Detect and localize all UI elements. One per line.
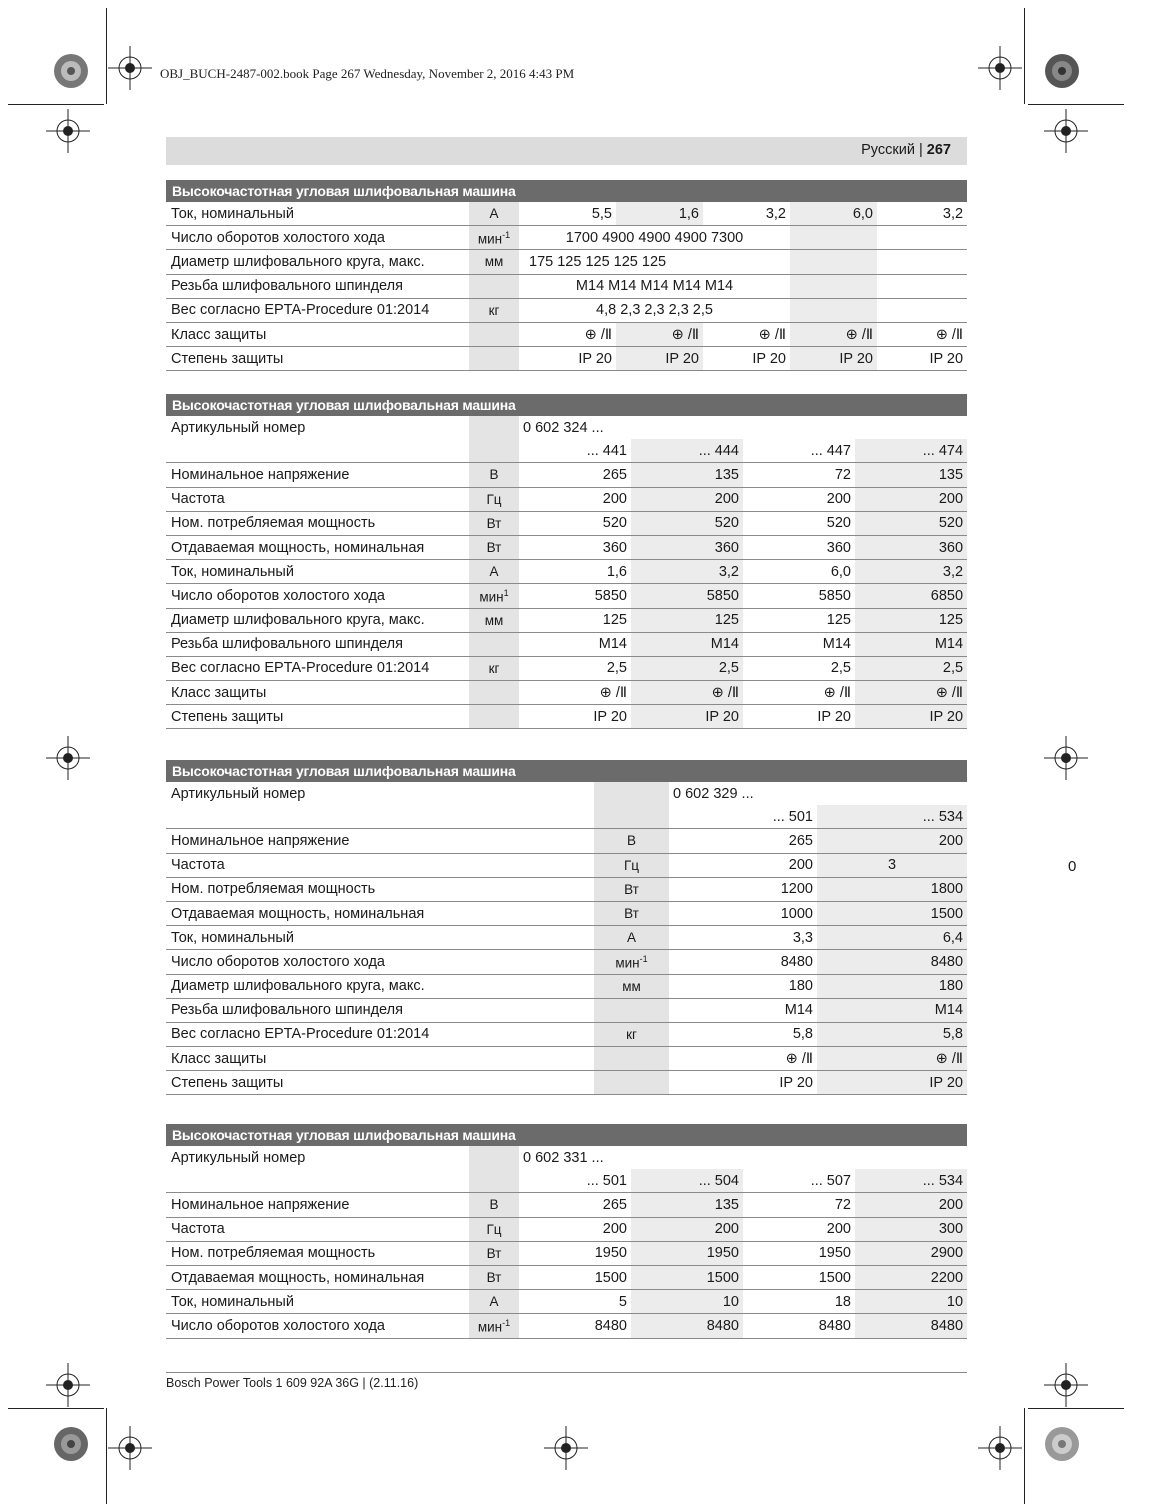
cell-value: 2,5 xyxy=(631,656,743,680)
cell-value: 180 xyxy=(817,974,967,998)
spec-table-1 xyxy=(166,180,967,371)
table-row xyxy=(166,681,967,705)
cell-value: 200 xyxy=(855,487,967,511)
row-label: Ном. потребляемая мощность xyxy=(166,1241,469,1265)
cell-value: 200 xyxy=(743,1217,855,1241)
model-number: ... 444 xyxy=(631,439,743,463)
cell-value: 5850 xyxy=(743,584,855,608)
row-unit: Гц xyxy=(469,1217,519,1241)
table-row xyxy=(166,1265,967,1289)
spec-table-3 xyxy=(166,760,967,1095)
cell-value: 5 xyxy=(519,1290,631,1314)
cell-value: 360 xyxy=(743,535,855,559)
cell-value: 520 xyxy=(855,511,967,535)
cell-value: 1500 xyxy=(817,901,967,925)
cell-value: 72 xyxy=(743,1193,855,1217)
spec-table-2 xyxy=(166,394,967,729)
row-label: Число оборотов холостого хода xyxy=(166,584,469,608)
row-label: Резьба шлифовального шпинделя xyxy=(166,632,469,656)
cell-value: 200 xyxy=(855,1193,967,1217)
row-unit: кг xyxy=(469,298,519,322)
cell-value: IP 20 xyxy=(519,347,616,371)
cell-value: 200 xyxy=(743,487,855,511)
cell-value: 5850 xyxy=(631,584,743,608)
article-prefix: 0 602 329 ... xyxy=(673,785,754,802)
page-number: 267 xyxy=(926,142,951,158)
table-row xyxy=(166,535,967,559)
row-label: Вес согласно EPTA-Procedure 01:2014 xyxy=(166,1022,594,1046)
table-title: Высокочастотная угловая шлифовальная машина xyxy=(166,760,967,782)
registration-mark-icon xyxy=(1044,109,1088,153)
registration-mark-icon xyxy=(108,46,152,90)
cell-value: 520 xyxy=(631,511,743,535)
cell-value: 1200 xyxy=(669,877,817,901)
model-number: ... 474 xyxy=(855,439,967,463)
cell-value: IP 20 xyxy=(631,705,743,729)
cell-value: M14 xyxy=(669,998,817,1022)
row-label: Резьба шлифовального шпинделя xyxy=(166,274,469,298)
protection-class-icon: ⊕ /Ⅱ xyxy=(669,1047,817,1071)
cell-value: IP 20 xyxy=(877,347,967,371)
row-unit: кг xyxy=(469,656,519,680)
cell-value: 1000 xyxy=(669,901,817,925)
table-row xyxy=(166,853,967,877)
table-row xyxy=(166,805,967,829)
table-row xyxy=(166,202,967,226)
cell-value: 8480 xyxy=(631,1314,743,1338)
row-label: Степень защиты xyxy=(166,705,469,729)
cell-value: 3 xyxy=(817,853,967,877)
table-title: Высокочастотная угловая шлифовальная машина xyxy=(166,394,967,416)
row-label: Вес согласно EPTA-Procedure 01:2014 xyxy=(166,656,469,680)
protection-class-icon: ⊕ /Ⅱ xyxy=(877,322,967,346)
row-label: Частота xyxy=(166,1217,469,1241)
table-row xyxy=(166,463,967,487)
row-unit: В xyxy=(594,829,669,853)
table-row xyxy=(166,608,967,632)
article-prefix: 0 602 324 ... xyxy=(523,419,604,436)
table-title: Высокочастотная угловая шлифовальная машина xyxy=(166,1124,967,1146)
table-row xyxy=(166,998,967,1022)
row-unit: В xyxy=(469,1193,519,1217)
row-label: Артикульный номер xyxy=(171,419,306,436)
cell-value: 265 xyxy=(519,1193,631,1217)
cell-value: 3,2 xyxy=(877,202,967,226)
cell-value: 5,5 xyxy=(519,202,616,226)
row-label: Ток, номинальный xyxy=(166,1290,469,1314)
model-number: ... 501 xyxy=(519,1169,631,1193)
language-header-bar xyxy=(166,137,967,165)
cell-value: 360 xyxy=(519,535,631,559)
cell-value: 2,5 xyxy=(855,656,967,680)
row-unit: А xyxy=(469,1290,519,1314)
stray-mark: 0 xyxy=(1068,858,1077,875)
cell-value: 135 xyxy=(631,1193,743,1217)
table-row xyxy=(166,511,967,535)
protection-class-icon: ⊕ /Ⅱ xyxy=(519,681,631,705)
row-label: Отдаваемая мощность, номинальная xyxy=(166,535,469,559)
cell-value: 2900 xyxy=(855,1241,967,1265)
registration-mark-icon xyxy=(46,1363,90,1407)
header-separator: | xyxy=(918,142,923,158)
cell-value: 1950 xyxy=(743,1241,855,1265)
table-row xyxy=(166,1314,967,1338)
cell-value: IP 20 xyxy=(743,705,855,729)
row-unit: мм xyxy=(469,250,519,274)
cell-value: M14 xyxy=(817,998,967,1022)
row-unit: мм xyxy=(469,608,519,632)
row-unit: Вт xyxy=(594,901,669,925)
cell-value: 8480 xyxy=(817,950,967,974)
cell-value: IP 20 xyxy=(855,705,967,729)
cell-value: IP 20 xyxy=(616,347,703,371)
table-row xyxy=(166,274,967,298)
color-dial-icon xyxy=(53,1426,89,1462)
cell-value: 6850 xyxy=(855,584,967,608)
protection-class-icon: ⊕ /Ⅱ xyxy=(817,1047,967,1071)
cell-value: M14 xyxy=(519,632,631,656)
cell-value: 125 xyxy=(631,608,743,632)
cell-value: 125 xyxy=(519,608,631,632)
row-unit: В xyxy=(469,463,519,487)
row-unit: мин$^{-1}$ xyxy=(469,226,519,250)
color-dial-icon xyxy=(53,53,89,89)
row-unit: А xyxy=(469,202,519,226)
cell-value: 180 xyxy=(669,974,817,998)
registration-mark-icon xyxy=(1044,736,1088,780)
cell-value: M14 xyxy=(631,632,743,656)
row-label: Степень защиты xyxy=(166,1071,594,1095)
table-row xyxy=(166,877,967,901)
row-unit: мин$^1$ xyxy=(469,584,519,608)
registration-mark-icon xyxy=(46,109,90,153)
table-row xyxy=(166,1022,967,1046)
cell-value: 1500 xyxy=(743,1265,855,1289)
protection-class-icon: ⊕ /Ⅱ xyxy=(790,322,877,346)
cell-value: 8480 xyxy=(743,1314,855,1338)
protection-class-icon: ⊕ /Ⅱ xyxy=(616,322,703,346)
cell-value: 2,5 xyxy=(743,656,855,680)
table-row xyxy=(166,298,967,322)
model-number: ... 507 xyxy=(743,1169,855,1193)
cell-value: 520 xyxy=(519,511,631,535)
row-label: Число оборотов холостого хода xyxy=(166,950,594,974)
footer-rule xyxy=(166,1372,967,1373)
cell-value: 18 xyxy=(743,1290,855,1314)
protection-class-icon: ⊕ /Ⅱ xyxy=(519,322,616,346)
table-row xyxy=(166,226,967,250)
row-label: Класс защиты xyxy=(166,322,469,346)
cell-value: 1500 xyxy=(631,1265,743,1289)
row-unit: мин$^{-1}$ xyxy=(469,1314,519,1338)
cell-value: 300 xyxy=(855,1217,967,1241)
table-row xyxy=(166,782,967,805)
table-row xyxy=(166,1193,967,1217)
table-row xyxy=(166,1217,967,1241)
cell-value: 5,8 xyxy=(669,1022,817,1046)
cell-value: 8480 xyxy=(519,1314,631,1338)
color-dial-icon xyxy=(1044,1426,1080,1462)
cell-value: 72 xyxy=(743,463,855,487)
cell-value: 2,5 xyxy=(519,656,631,680)
cell-value: 2200 xyxy=(855,1265,967,1289)
cell-value: 3,2 xyxy=(703,202,790,226)
registration-mark-icon xyxy=(544,1426,588,1470)
row-label: Номинальное напряжение xyxy=(166,1193,469,1217)
table-row xyxy=(166,656,967,680)
table-row xyxy=(166,974,967,998)
row-unit: кг xyxy=(594,1022,669,1046)
row-label: Отдаваемая мощность, номинальная xyxy=(166,1265,469,1289)
cell-value: 265 xyxy=(669,829,817,853)
cell-value: IP 20 xyxy=(703,347,790,371)
cell-value: 6,0 xyxy=(790,202,877,226)
cell-value: 8480 xyxy=(669,950,817,974)
row-label: Отдаваемая мощность, номинальная xyxy=(166,901,594,925)
cell-value: 1700 4900 4900 4900 7300 xyxy=(519,226,790,250)
row-unit: А xyxy=(469,560,519,584)
cell-value: 1950 xyxy=(631,1241,743,1265)
row-unit: Гц xyxy=(594,853,669,877)
cell-value: 1800 xyxy=(817,877,967,901)
protection-class-icon: ⊕ /Ⅱ xyxy=(855,681,967,705)
row-unit: мм xyxy=(594,974,669,998)
row-label: Частота xyxy=(166,853,594,877)
table-row xyxy=(166,1146,967,1169)
row-label: Частота xyxy=(166,487,469,511)
cell-value: 5,8 xyxy=(817,1022,967,1046)
cell-value: 265 xyxy=(519,463,631,487)
row-unit: мин$^{-1}$ xyxy=(594,950,669,974)
row-label: Число оборотов холостого хода xyxy=(166,1314,469,1338)
cell-value: 125 xyxy=(743,608,855,632)
row-unit: Вт xyxy=(469,511,519,535)
protection-class-icon: ⊕ /Ⅱ xyxy=(743,681,855,705)
row-label: Степень защиты xyxy=(166,347,469,371)
table-row xyxy=(166,416,967,439)
row-label: Диаметр шлифовального круга, макс. xyxy=(166,608,469,632)
cell-value: M14 xyxy=(743,632,855,656)
registration-mark-icon xyxy=(1044,1363,1088,1407)
table-row xyxy=(166,1071,967,1095)
row-label: Диаметр шлифовального круга, макс. xyxy=(166,250,469,274)
row-unit: Гц xyxy=(469,487,519,511)
cell-value: IP 20 xyxy=(669,1071,817,1095)
cell-value: 3,2 xyxy=(631,560,743,584)
spec-table-4 xyxy=(166,1124,967,1339)
table-row xyxy=(166,901,967,925)
table-row xyxy=(166,926,967,950)
table-row xyxy=(166,705,967,729)
color-dial-icon xyxy=(1044,53,1080,89)
cell-value: M14 xyxy=(855,632,967,656)
row-label: Резьба шлифовального шпинделя xyxy=(166,998,594,1022)
cell-value: 1,6 xyxy=(616,202,703,226)
table-row xyxy=(166,1169,967,1193)
table-row xyxy=(166,560,967,584)
row-unit: Вт xyxy=(469,1241,519,1265)
row-label: Номинальное напряжение xyxy=(166,829,594,853)
table-row xyxy=(166,250,967,274)
model-number: ... 501 xyxy=(669,805,817,829)
row-label: Ном. потребляемая мощность xyxy=(166,511,469,535)
model-number: ... 534 xyxy=(817,805,967,829)
cell-value: 135 xyxy=(855,463,967,487)
cell-value: 3,2 xyxy=(855,560,967,584)
table-row xyxy=(166,950,967,974)
cell-value: 6,4 xyxy=(817,926,967,950)
row-label: Число оборотов холостого хода xyxy=(166,226,469,250)
table-row xyxy=(166,1047,967,1071)
model-number: ... 504 xyxy=(631,1169,743,1193)
row-unit: Вт xyxy=(469,1265,519,1289)
cell-value: 6,0 xyxy=(743,560,855,584)
row-unit: Вт xyxy=(594,877,669,901)
row-label: Ток, номинальный xyxy=(166,202,469,226)
cell-value: 200 xyxy=(669,853,817,877)
row-label: Артикульный номер xyxy=(171,785,306,802)
row-unit: А xyxy=(594,926,669,950)
cell-value: 135 xyxy=(631,463,743,487)
cell-value: 1950 xyxy=(519,1241,631,1265)
table-row xyxy=(166,487,967,511)
table-row xyxy=(166,584,967,608)
table-row xyxy=(166,439,967,463)
row-label: Ном. потребляемая мощность xyxy=(166,877,594,901)
model-number: ... 534 xyxy=(855,1169,967,1193)
row-label: Ток, номинальный xyxy=(166,926,594,950)
row-label: Ток, номинальный xyxy=(166,560,469,584)
cell-value: IP 20 xyxy=(790,347,877,371)
cell-value: 200 xyxy=(631,487,743,511)
cell-value: M14 M14 M14 M14 M14 xyxy=(519,274,790,298)
cell-value: 200 xyxy=(519,487,631,511)
row-label: Класс защиты xyxy=(166,1047,594,1071)
model-number: ... 447 xyxy=(743,439,855,463)
registration-mark-icon xyxy=(46,736,90,780)
cell-value: 1,6 xyxy=(519,560,631,584)
cell-value: 8480 xyxy=(855,1314,967,1338)
row-label: Вес согласно EPTA-Procedure 01:2014 xyxy=(166,298,469,322)
cell-value: IP 20 xyxy=(519,705,631,729)
cell-value: 1500 xyxy=(519,1265,631,1289)
page-footer: Bosch Power Tools 1 609 92A 36G | (2.11.16) xyxy=(166,1376,419,1390)
registration-mark-icon xyxy=(108,1426,152,1470)
table-row xyxy=(166,1241,967,1265)
table-title: Высокочастотная угловая шлифовальная машина xyxy=(166,180,967,202)
cell-value: 5850 xyxy=(519,584,631,608)
cell-value: 520 xyxy=(743,511,855,535)
protection-class-icon: ⊕ /Ⅱ xyxy=(631,681,743,705)
cell-value: 360 xyxy=(631,535,743,559)
cell-value: IP 20 xyxy=(817,1071,967,1095)
cell-value: 175 125 125 125 125 xyxy=(519,250,703,274)
row-label: Класс защиты xyxy=(166,681,469,705)
table-row xyxy=(166,632,967,656)
row-unit: Вт xyxy=(469,535,519,559)
print-slug: OBJ_BUCH-2487-002.book Page 267 Wednesday, November 2, 2016 4:43 PM xyxy=(160,66,575,81)
language-label: Русский xyxy=(861,142,915,158)
cell-value: 200 xyxy=(631,1217,743,1241)
registration-mark-icon xyxy=(978,1426,1022,1470)
table-row xyxy=(166,322,967,346)
table-row xyxy=(166,1290,967,1314)
table-row xyxy=(166,829,967,853)
row-label: Диаметр шлифовального круга, макс. xyxy=(166,974,594,998)
cell-value: 3,3 xyxy=(669,926,817,950)
row-label: Артикульный номер xyxy=(171,1149,306,1166)
cell-value: 200 xyxy=(519,1217,631,1241)
cell-value: 200 xyxy=(817,829,967,853)
registration-mark-icon xyxy=(978,46,1022,90)
cell-value: 125 xyxy=(855,608,967,632)
row-label: Номинальное напряжение xyxy=(166,463,469,487)
cell-value: 10 xyxy=(631,1290,743,1314)
protection-class-icon: ⊕ /Ⅱ xyxy=(703,322,790,346)
model-number: ... 441 xyxy=(519,439,631,463)
cell-value: 360 xyxy=(855,535,967,559)
table-row xyxy=(166,347,967,371)
cell-value: 10 xyxy=(855,1290,967,1314)
article-prefix: 0 602 331 ... xyxy=(523,1149,604,1166)
cell-value: 4,8 2,3 2,3 2,3 2,5 xyxy=(519,298,790,322)
